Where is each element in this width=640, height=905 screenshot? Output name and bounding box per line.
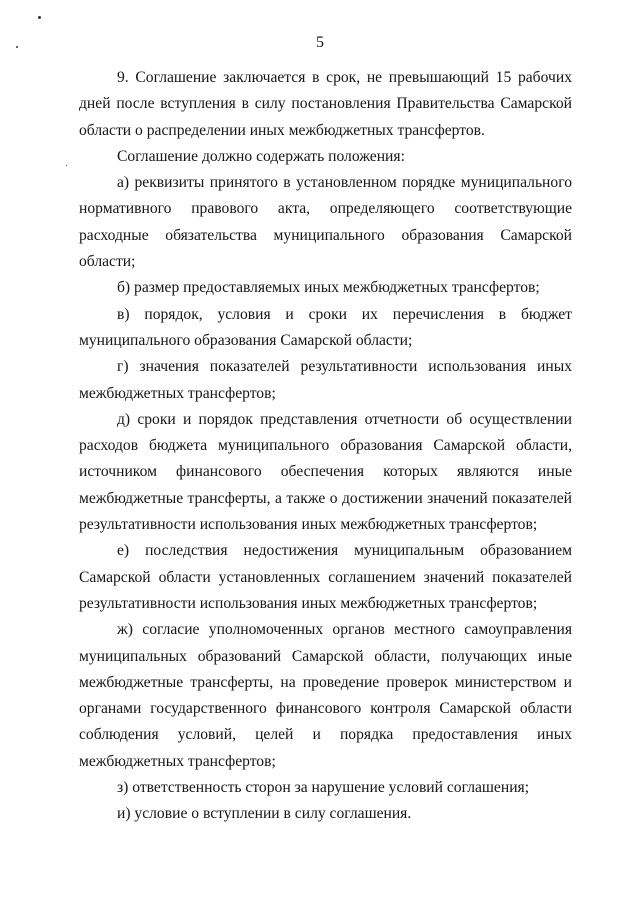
- text-line: дней после вступления в силу постановления Правительства Самарской: [79, 95, 572, 113]
- text-line: источником финансового обеспечения которых являются иные: [79, 463, 572, 481]
- text-line: нормативного правового акта, определяющего соответствующие: [79, 200, 572, 218]
- document-body: [79, 65, 572, 828]
- text-line: области о распределении иных межбюджетных трансфертов.: [79, 121, 485, 139]
- text-line: расходов бюджета муниципального образования Самарской области,: [79, 437, 572, 455]
- text-line: межбюджетные трансферты, а также о достижении значений показателей: [79, 489, 572, 507]
- text-line: органами государственного финансового контроля Самарской области: [79, 700, 572, 718]
- text-line: в) порядок, условия и сроки их перечисления в бюджет: [117, 305, 572, 323]
- text-line: а) реквизиты принятого в установленном порядке муниципального: [117, 174, 572, 192]
- text-line: Самарской области установленных соглашением значений показателей: [79, 568, 572, 586]
- text-line: межбюджетные трансферты, на проведение проверок министерством и: [79, 673, 572, 691]
- text-line: г) значения показателей результативности использования иных: [117, 358, 572, 376]
- text-line: е) последствия недостижения муниципальным образованием: [117, 542, 572, 560]
- text-line: соблюдения условий, целей и порядка предоставления иных: [79, 726, 572, 744]
- text-line: з) ответственность сторон за нарушение условий соглашения;: [117, 779, 530, 797]
- scan-speck: [66, 165, 67, 166]
- text-line: результативности использования иных межбюджетных трансфертов;: [79, 516, 538, 534]
- text-line: 9. Соглашение заключается в срок, не превышающий 15 рабочих: [117, 69, 572, 86]
- text-line: ж) согласие уполномоченных органов местного самоуправления: [117, 621, 572, 639]
- text-line: и) условие о вступлении в силу соглашения.: [117, 805, 412, 823]
- text-line: муниципальных образований Самарской области, получающих иные: [79, 647, 572, 665]
- text-line: области;: [79, 253, 136, 271]
- text-line: межбюджетных трансфертов;: [79, 752, 276, 770]
- text-line: д) сроки и порядок представления отчетности об осуществлении: [117, 410, 572, 428]
- text-line: Соглашение должно содержать положения:: [117, 147, 405, 165]
- page-number: 5: [316, 34, 324, 51]
- text-line: результативности использования иных межбюджетных трансфертов;: [79, 594, 538, 612]
- text-line: межбюджетных трансфертов;: [79, 384, 276, 402]
- text-line: б) размер предоставляемых иных межбюджетных трансфертов;: [117, 279, 540, 297]
- text-line: муниципального образования Самарской области;: [79, 331, 413, 349]
- text-line: расходные обязательства муниципального образования Самарской: [79, 226, 572, 244]
- scan-speck: [38, 16, 41, 19]
